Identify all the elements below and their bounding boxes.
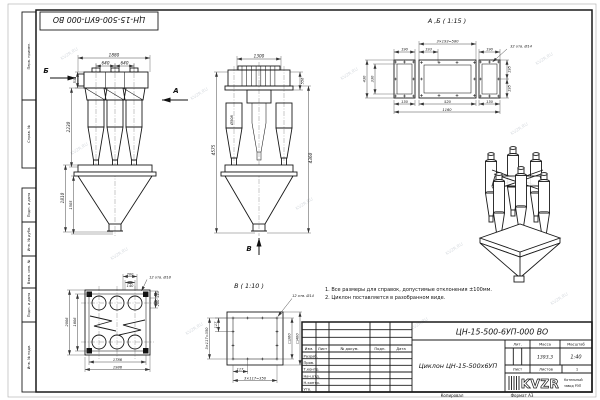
dim-400: □400 bbox=[295, 333, 300, 344]
watermark: KVZR.RU bbox=[70, 142, 90, 157]
notes bbox=[325, 287, 492, 301]
dim-130-a: 130 bbox=[401, 100, 408, 104]
row-prov: Пров. bbox=[303, 361, 315, 365]
dim-520: 520 bbox=[444, 100, 451, 104]
dim-4575: 4575 bbox=[211, 144, 216, 156]
watermark: KVZR.RU bbox=[295, 197, 315, 212]
dim-640-b: 640 bbox=[120, 60, 129, 66]
row-utv: Утв. bbox=[303, 387, 312, 392]
watermark: KVZR.RU bbox=[510, 122, 530, 137]
dim-556: 556 bbox=[300, 77, 305, 85]
dim-430: 430 bbox=[362, 75, 367, 83]
dim-1786: 1786 bbox=[112, 358, 123, 362]
watermark: KVZR.RU bbox=[550, 292, 570, 307]
frame-label-inv-dubl: Инв. № дубл. bbox=[27, 226, 31, 252]
flange-ab-title: А ,Б ( 1:15 ) bbox=[427, 17, 467, 25]
designation: ЦН-15-500-6УП-000 ВО bbox=[455, 327, 549, 337]
row-tkontr: Т.контр. bbox=[303, 367, 320, 372]
note-line-2: 2. Циклон поставляется в разобранном виде. bbox=[325, 295, 446, 301]
dim-1160: 1160 bbox=[442, 107, 452, 112]
watermark: KVZR.RU bbox=[110, 247, 130, 262]
dim-130-b: 130 bbox=[486, 100, 493, 104]
dim-3x117-bottom: 3×117=350 bbox=[243, 376, 267, 381]
footer-copied: Копировал bbox=[440, 393, 464, 398]
watermark: KVZR.RU bbox=[535, 52, 555, 67]
dim-2006: 2006 bbox=[65, 317, 69, 327]
logo-spring-icon bbox=[509, 376, 519, 390]
watermark: KVZR.RU bbox=[340, 67, 360, 82]
sheets-label: Листов bbox=[539, 367, 553, 372]
scale-value: 1:40 bbox=[570, 354, 582, 361]
flange-v-view bbox=[205, 282, 315, 383]
flange-ab-view bbox=[363, 17, 533, 114]
front-view bbox=[43, 53, 188, 237]
view-arrow-label-v: В bbox=[246, 245, 252, 253]
dim-190-b: 190 bbox=[486, 47, 493, 52]
dim-1810: 1810 bbox=[60, 192, 65, 204]
dim-1986: 1986 bbox=[112, 365, 123, 370]
dim-1806: 1806 bbox=[73, 317, 77, 327]
col-list: Лист bbox=[317, 347, 328, 352]
lit-label: Лит. bbox=[513, 342, 522, 347]
dim-640-a: 640 bbox=[101, 60, 110, 66]
dim-535: 535 bbox=[73, 76, 77, 84]
dim-140-right: 140 bbox=[156, 291, 160, 298]
view-arrow-label-b: Б bbox=[43, 67, 49, 75]
dim-1505: 1505 bbox=[69, 200, 73, 210]
sheet-label: Лист bbox=[512, 367, 523, 372]
frame-label-perv-primen: Перв. примен. bbox=[27, 42, 31, 70]
holes-note-12-14: 12 отв. Ø14 bbox=[292, 294, 314, 298]
note-line-1: 1. Все размеры для справок, допустимые отклонения ±100мм. bbox=[325, 287, 492, 293]
frame-label-sprav: Справ. № bbox=[27, 125, 31, 143]
watermark: KVZR.RU bbox=[410, 317, 430, 332]
view-arrow-label-a: А bbox=[173, 87, 179, 95]
plan-view bbox=[65, 273, 172, 373]
sheets-value: 1 bbox=[575, 367, 579, 372]
watermark: KVZR.RU bbox=[185, 322, 205, 337]
dim-200-right: 200 bbox=[156, 299, 160, 307]
side-view bbox=[211, 54, 313, 256]
dim-2230: 2230 bbox=[66, 121, 71, 133]
dim-195-b: 195 bbox=[507, 85, 512, 92]
dim-195-a: 195 bbox=[507, 66, 512, 73]
mass-value: 1393,3 bbox=[536, 355, 554, 361]
watermark: KVZR.RU bbox=[445, 242, 465, 257]
dim-117-bottom: 117 bbox=[236, 367, 244, 372]
row-razrab: Разраб. bbox=[303, 354, 318, 359]
watermark: KVZR.RU bbox=[60, 47, 80, 62]
dim-140: 140 bbox=[126, 284, 134, 288]
dim-200: 200 bbox=[126, 272, 134, 277]
dim-1880: 1880 bbox=[108, 52, 120, 58]
isometric-view bbox=[480, 147, 560, 282]
row-nkontr: Н.контр. bbox=[303, 381, 321, 385]
title-block bbox=[302, 322, 592, 398]
col-data: Дата bbox=[396, 347, 406, 352]
logo-sub-2: завод РЭП bbox=[564, 384, 582, 388]
scale-label: Масштаб bbox=[567, 342, 585, 347]
frame-label-podp-data-2: Подп. и дата bbox=[27, 292, 31, 318]
row-nachotd: Нач.отд. bbox=[303, 374, 321, 379]
col-izm: Изм. bbox=[304, 347, 314, 352]
dim-dia-508: Ø508 bbox=[230, 115, 234, 125]
watermark: KVZR.RU bbox=[190, 87, 210, 102]
frame-label-inv-podl: Инв. № подл. bbox=[27, 344, 31, 370]
product-name: Циклон ЦН-15-500х6УП bbox=[418, 362, 498, 370]
logo-sub-1: Котельный bbox=[564, 378, 583, 382]
dim-3x193: 3×193=580 bbox=[436, 39, 459, 44]
dim-4360: 4360 bbox=[308, 152, 313, 164]
dim-193: 193 bbox=[425, 47, 432, 52]
dim-117-left: 117 bbox=[214, 321, 218, 329]
dim-3x117-left: 3×117=350 bbox=[205, 327, 209, 350]
col-podp: Подп. bbox=[374, 347, 386, 352]
dim-1300: 1300 bbox=[253, 53, 265, 59]
flange-v-title: В ( 1:10 ) bbox=[234, 282, 264, 290]
logo-kvzr: KVZR bbox=[520, 377, 560, 391]
dim-360: □360 bbox=[287, 333, 292, 344]
frame-label-vzam-inv: Взам. инв. № bbox=[27, 259, 31, 285]
col-dokum: № докум. bbox=[340, 347, 359, 352]
dim-330: 330 bbox=[370, 75, 375, 83]
holes-note-32: 32 отв. Ø14 bbox=[510, 44, 532, 49]
footer-format: Формат А3 bbox=[510, 393, 534, 398]
dim-190-a: 190 bbox=[401, 47, 408, 52]
frame-label-podp-data-1: Подп. и дата bbox=[27, 192, 31, 218]
holes-note-12-18: 12 отв. Ø18 bbox=[149, 275, 171, 280]
mass-label: Масса bbox=[539, 342, 551, 347]
corner-designation: ЦН-15-500-6УП-000 ВО bbox=[52, 15, 146, 24]
